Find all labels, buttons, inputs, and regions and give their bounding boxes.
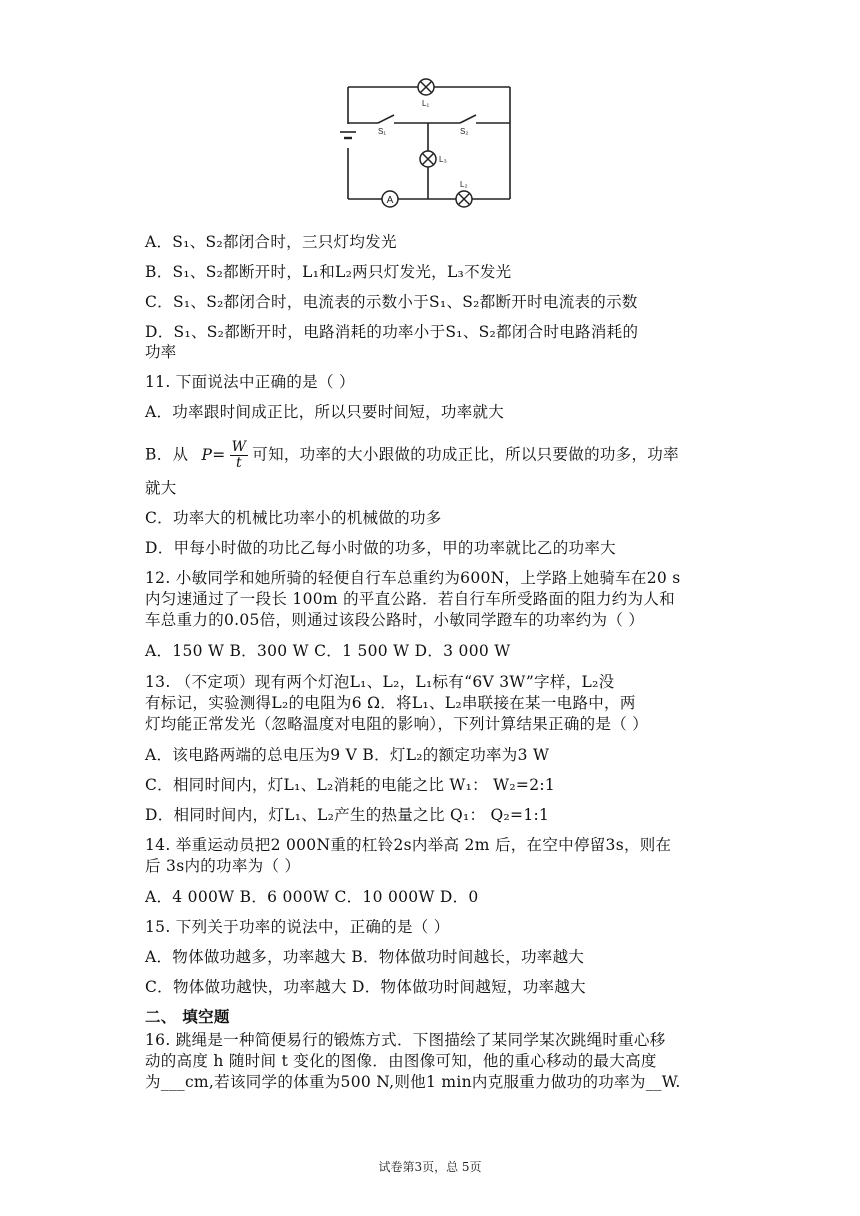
- q15-options-cd: C．物体做功越快，功率越大 D．物体做功时间越短，功率越大: [145, 978, 586, 996]
- q13-option-c: C．相同时间内，灯L₁、L₂消耗的电能之比 W₁： W₂=2:1: [145, 776, 556, 794]
- q10-option-a: A．S₁、S₂都闭合时，三只灯均发光: [145, 233, 397, 251]
- page-footer: 试卷第3页，总 5页: [378, 1160, 482, 1174]
- q13-stem-2: 有标记，实验测得L₂的电阻为6 Ω．将L₁、L₂串联接在某一电路中，两: [145, 694, 636, 712]
- section-heading: 二、 填空题: [145, 1008, 230, 1026]
- q12-stem-3: 车总重力的0.05倍，则通过该段公路时，小敏同学蹬车的功率约为（ ）: [145, 611, 645, 629]
- q11-option-b-cont: 就大: [145, 479, 177, 497]
- q15-stem: 15. 下列关于功率的说法中，正确的是（ ）: [145, 918, 450, 936]
- formula-lhs: P=: [201, 445, 226, 464]
- formula-denominator: t: [235, 455, 242, 471]
- q13-options-ab: A．该电路两端的总电压为9 V B．灯L₂的额定功率为3 W: [145, 746, 550, 764]
- ammeter-label: A: [386, 195, 394, 206]
- q16-line-3: 为___cm,若该同学的体重为500 N,则他1 min内克服重力做功的功率为__W.: [145, 1073, 681, 1091]
- q11-stem: 11. 下面说法中正确的是（ ）: [145, 373, 355, 391]
- formula-fraction: [230, 440, 249, 471]
- q11-option-b-prefix: B．从: [145, 445, 189, 464]
- q10-option-c: C．S₁、S₂都闭合时，电流表的示数小于S₁、S₂都断开时电流表的示数: [145, 293, 638, 311]
- q12-stem-1: 12. 小敏同学和她所骑的轻便自行车总重约为600N，上学路上她骑车在20 s: [145, 569, 681, 587]
- q10-option-d-cont: 功率: [145, 343, 177, 361]
- q11-option-b: [145, 440, 679, 471]
- circuit-diagram: [334, 70, 524, 215]
- q10-option-b: B．S₁、S₂都断开时，L₁和L₂两只灯发光，L₃不发光: [145, 263, 512, 281]
- formula-numerator: W: [231, 439, 247, 455]
- l2-label: L₂: [460, 180, 468, 189]
- q13-stem-1: 13. （不定项）现有两个灯泡L₁、L₂，L₁标有“6V 3W”字样，L₂没: [145, 673, 615, 691]
- q16-line-2: 动的高度 h 随时间 t 变化的图像．由图像可知，他的重心移动的最大高度: [145, 1052, 657, 1070]
- q14-options: A．4 000W B．6 000W C．10 000W D．0: [145, 888, 479, 906]
- s1-label: S₁: [378, 127, 387, 136]
- q12-stem-2: 内匀速通过了一段长 100m 的平直公路．若自行车所受路面的阻力约为人和: [145, 590, 675, 608]
- q14-stem-2: 后 3s内的功率为（ ）: [145, 857, 301, 875]
- l3-label: L₃: [439, 155, 447, 164]
- q15-options-ab: A．物体做功越多，功率越大 B．物体做功时间越长，功率越大: [145, 948, 585, 966]
- q13-option-d: D．相同时间内，灯L₁、L₂产生的热量之比 Q₁： Q₂=1:1: [145, 806, 550, 824]
- q11-option-d: D．甲每小时做的功比乙每小时做的功多，甲的功率就比乙的功率大: [145, 539, 616, 557]
- lamp-l1-icon: [418, 79, 434, 95]
- q13-stem-3: 灯均能正常发光（忽略温度对电阻的影响），下列计算结果正确的是（ ）: [145, 715, 649, 733]
- l1-label: L₁: [422, 99, 430, 108]
- q11-option-c: C．功率大的机械比功率小的机械做的功多: [145, 509, 442, 527]
- q16-line-1: 16. 跳绳是一种简便易行的锻炼方式．下图描绘了某同学某次跳绳时重心移: [145, 1031, 666, 1049]
- lamp-l3-icon: [420, 151, 436, 167]
- q10-option-d: D．S₁、S₂都断开时，电路消耗的功率小于S₁、S₂都闭合时电路消耗的: [145, 323, 639, 341]
- q12-options: A．150 W B．300 W C．1 500 W D．3 000 W: [145, 642, 511, 660]
- q14-stem-1: 14. 举重运动员把2 000N重的杠铃2s内举高 2m 后，在空中停留3s，则在: [145, 836, 672, 854]
- q11-option-b-suffix: 可知，功率的大小跟做的功成正比，所以只要做的功多，功率: [252, 445, 679, 464]
- q11-option-a: A．功率跟时间成正比，所以只要时间短，功率就大: [145, 403, 505, 421]
- lamp-l2-icon: [456, 191, 472, 207]
- s2-label: S₂: [460, 127, 469, 136]
